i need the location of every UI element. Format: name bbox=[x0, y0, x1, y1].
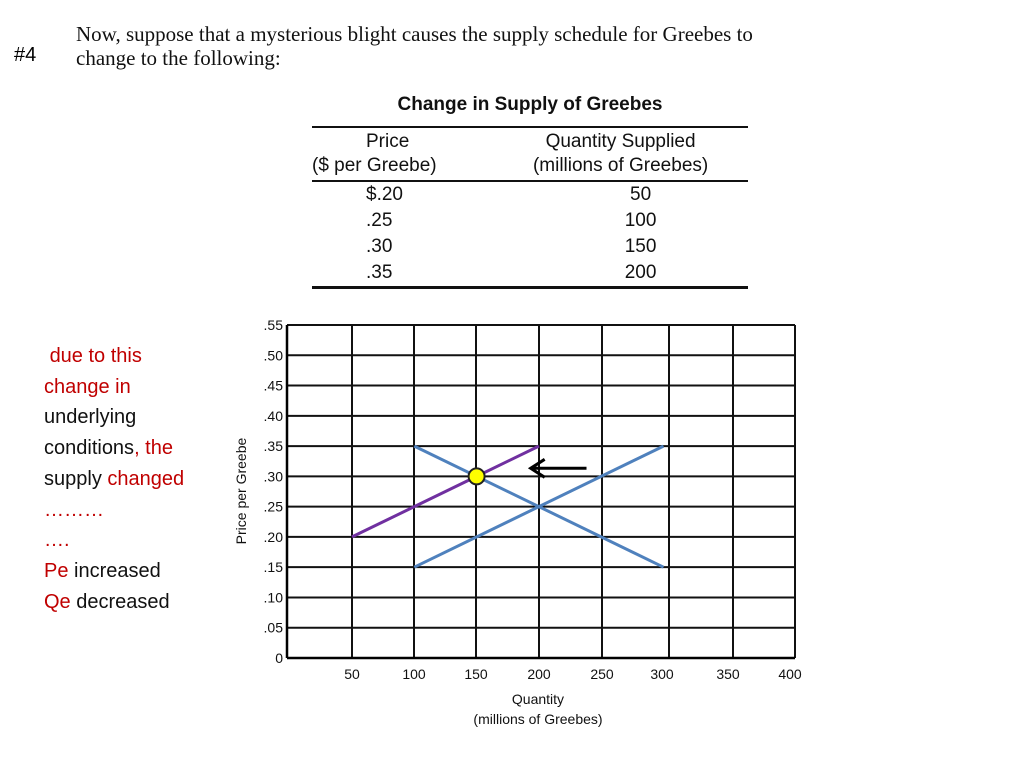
price-cell: .30 bbox=[366, 236, 393, 257]
quantity-cell: 150 bbox=[624, 236, 657, 257]
annotation-decreased: decreased bbox=[70, 590, 170, 613]
slide-number: #4 bbox=[14, 44, 37, 66]
x-axis-title: Quantity bbox=[511, 691, 565, 707]
x-tick-label: 300 bbox=[650, 666, 674, 682]
y-tick-label: .55 bbox=[263, 317, 283, 333]
intro-line-2: change to the following: bbox=[76, 46, 281, 70]
annotation-changed: changed bbox=[107, 467, 185, 490]
annotation-the: the bbox=[139, 437, 173, 460]
x-tick-label: 100 bbox=[402, 666, 426, 682]
annotation-qe: Qe bbox=[44, 590, 71, 613]
y-tick-label: .25 bbox=[263, 498, 283, 515]
table-title: Change in Supply of Greebes bbox=[397, 94, 663, 115]
annotation-conditions: conditions bbox=[44, 437, 135, 460]
price-header-line-1: Price bbox=[366, 131, 410, 152]
x-tick-label: 350 bbox=[716, 666, 740, 682]
quantity-cell: 200 bbox=[493, 260, 748, 288]
y-tick-label: .10 bbox=[263, 589, 283, 606]
price-cell: .25 bbox=[366, 210, 393, 231]
x-tick-label: 400 bbox=[778, 666, 802, 682]
y-tick-label: 0 bbox=[275, 650, 283, 666]
y-tick-label: .20 bbox=[263, 528, 283, 545]
annotation-ellipsis-1: ……… bbox=[44, 498, 104, 521]
y-tick-label: .35 bbox=[263, 438, 283, 455]
y-tick-label: .05 bbox=[263, 619, 283, 636]
y-axis-title: Price per Greebe bbox=[233, 437, 249, 545]
annotation-line: underlying bbox=[44, 406, 137, 429]
quantity-header-line-2: (millions of Greebes) bbox=[532, 155, 709, 176]
annotation-due: due to this bbox=[49, 345, 142, 367]
x-tick-label: 150 bbox=[464, 666, 488, 682]
quantity-header-line-1: Quantity Supplied bbox=[545, 131, 696, 152]
intro-line-1: Now, suppose that a mysterious blight causes the supply schedule for Greebes to bbox=[76, 22, 753, 46]
price-cell: .35 bbox=[312, 260, 493, 288]
quantity-cell: 100 bbox=[624, 210, 657, 231]
quantity-cell: 50 bbox=[630, 184, 652, 205]
y-tick-label: .30 bbox=[263, 468, 283, 485]
price-cell: $.20 bbox=[366, 184, 403, 205]
price-header-line-2: ($ per Greebe) bbox=[312, 155, 437, 176]
annotation-increased: increased bbox=[68, 559, 161, 582]
annotation-comma: , bbox=[134, 437, 140, 460]
annotation-pe: Pe bbox=[44, 559, 69, 582]
y-tick-label: .50 bbox=[263, 347, 283, 364]
x-axis-subtitle: (millions of Greebes) bbox=[473, 711, 603, 727]
x-tick-label: 50 bbox=[344, 666, 360, 682]
y-tick-label: .15 bbox=[263, 559, 283, 576]
annotation-change: change in bbox=[44, 375, 131, 398]
y-tick-label: .40 bbox=[263, 407, 283, 424]
equilibrium-point bbox=[469, 468, 485, 484]
y-tick-label: .45 bbox=[263, 377, 283, 394]
x-tick-label: 250 bbox=[590, 666, 614, 682]
annotation-supply: supply bbox=[44, 467, 108, 490]
x-tick-label: 200 bbox=[527, 666, 551, 682]
annotation-ellipsis-2: …. bbox=[44, 529, 70, 552]
